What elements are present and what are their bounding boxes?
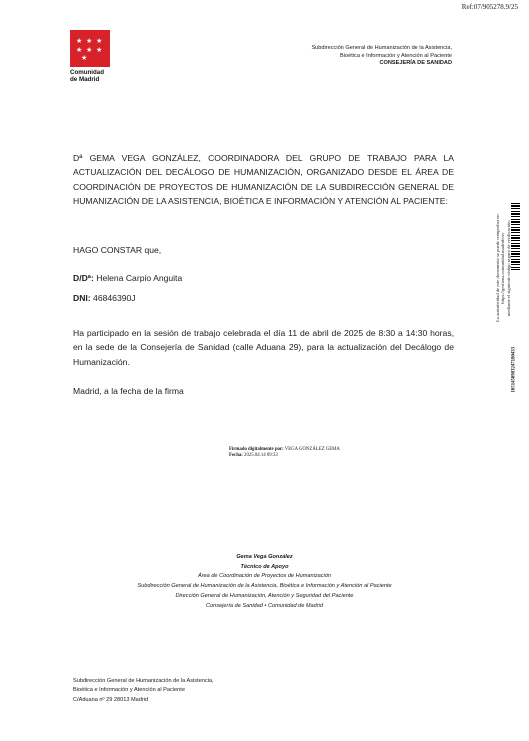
- footer-line1: Subdirección General de Humanización de la Asistencia,: [73, 678, 214, 684]
- signer-line3: Área de Coordinación de Proyectos de Humanización: [197, 573, 332, 580]
- footer-address: [73, 677, 214, 705]
- verification-line2: https://gestiona.comunidad.madrid/csv: [500, 232, 506, 304]
- verification-code: 1051450983247180433: [511, 346, 517, 393]
- person-name: Helena Carpio Anguita: [93, 273, 183, 283]
- barcode-icon: [511, 203, 520, 270]
- digital-signature-stamp: [229, 447, 340, 458]
- verification-line3: mediante el siguiente código seguro de verificación:: [505, 220, 511, 317]
- verification-notice: [495, 153, 511, 383]
- signed-label: Firmado digitalmente por:: [229, 447, 284, 452]
- signer-line5: Dirección General de Humanización, Atención y Seguridad del Paciente: [175, 592, 354, 599]
- verification-line1: La autenticidad de este documento se puede comprobar en: [494, 214, 500, 322]
- signer-role: Técnico de Apoyo: [240, 563, 289, 570]
- logo-text-line1: Comunidad: [70, 69, 105, 76]
- dni-label: DNI:: [73, 293, 91, 303]
- signer-line4: Subdirección General de Humanización de la Asistencia, Bioética e Información y Atención al Paciente: [137, 583, 392, 590]
- header-line2: Bioética e Información y Atención al Paciente: [340, 52, 452, 59]
- hago-constar: HAGO CONSTAR que,: [73, 245, 162, 255]
- footer-line3: C/Aduana nº 29 28013 Madrid: [73, 696, 149, 703]
- header-line3: CONSEJERÍA DE SANIDAD: [379, 60, 452, 66]
- reference-number: Ref:07/905278.9/25: [461, 3, 518, 11]
- signed-date-value: 2025.04.14 09:33: [242, 452, 278, 458]
- participation-paragraph: Ha participado en la sesión de trabajo celebrada el día 11 de abril de 2025 de 8:30 a 14:30 horas, en la sede de la Consejería de Sanidad (calle Aduana 29), para la actualización del Decálogo de Humanización.: [73, 328, 454, 367]
- signed-date-label: Fecha:: [229, 452, 243, 458]
- signer-block: [0, 553, 529, 611]
- intro-paragraph: Dª GEMA VEGA GONZÁLEZ, COORDINADORA DEL GRUPO DE TRABAJO PARA LA ACTUALIZACIÓN DEL DECÁLOGO DE HUMANIZACIÓN, ORGANIZADO DESDE EL ÁREA DE COORDINACIÓN DE PROYECTOS DE HUMANIZACIÓN DE LA SUBDIRECCIÓN GENERAL DE HUMANIZACIÓN DE LA ASISTENCIA, BIOÉTICA E INFORMACIÓN Y ATENCIÓN AL PACIENTE:: [73, 153, 454, 207]
- dni-value: 46846390J: [90, 293, 136, 303]
- flag-icon: ★ ★ ★ ★ ★ ★ ★: [70, 30, 110, 67]
- place-date-line: Madrid, a la fecha de la firma: [73, 386, 184, 396]
- logo-text-line2: de Madrid: [70, 76, 100, 83]
- dni-line: [73, 291, 454, 305]
- comunidad-madrid-logo: [70, 30, 112, 83]
- signer-line6: Consejería de Sanidad • Comunidad de Madrid: [205, 602, 323, 609]
- signer-name: Gema Vega González: [236, 554, 293, 560]
- footer-line2: Bioética e Información y Atención al Paciente: [73, 687, 185, 694]
- person-name-line: [73, 271, 454, 285]
- header-department: [311, 45, 452, 68]
- header-line1: Subdirección General de Humanización de la Asistencia,: [311, 45, 452, 51]
- person-label: D/Dª:: [73, 273, 94, 283]
- signed-value: VEGA GONZÁLEZ GEMA: [283, 447, 340, 452]
